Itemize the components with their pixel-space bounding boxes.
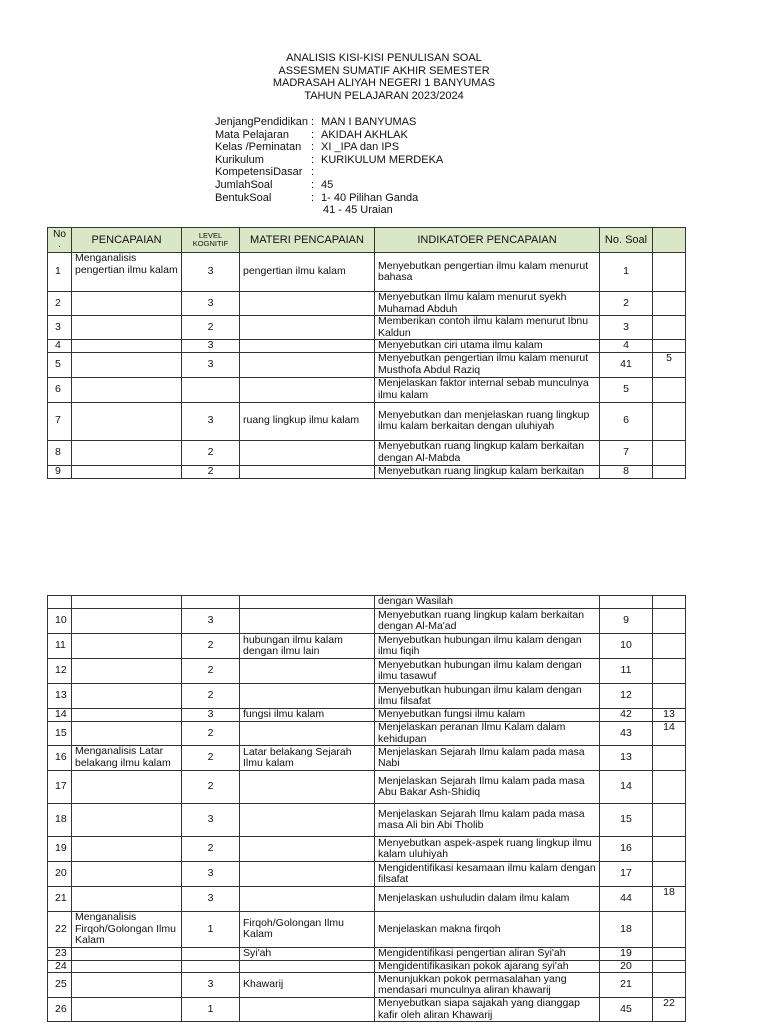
level-cell: 3	[182, 609, 240, 634]
row-number: 8	[48, 440, 72, 465]
extra-cell	[653, 596, 686, 609]
materi-cell	[240, 659, 375, 684]
table-header-row	[48, 228, 686, 253]
materi-cell: Latar belakang Sejarah Ilmu kalam	[240, 746, 375, 771]
pencapaian-cell	[72, 960, 182, 973]
extra-cell	[653, 659, 686, 684]
level-cell	[182, 596, 240, 609]
soal-number-cell: 3	[600, 316, 653, 340]
table-row	[48, 771, 686, 804]
pencapaian-cell: Menganalisis Firqoh/Golongan Ilmu Kalam	[72, 912, 182, 948]
table-row	[48, 887, 686, 912]
level-cell: 3	[182, 340, 240, 353]
title-line-1: ANALISIS KISI-KISI PENULISAN SOAL	[286, 52, 482, 64]
row-number: 9	[48, 465, 72, 478]
table-row	[48, 253, 686, 292]
meta-bentuk	[215, 192, 443, 205]
meta-value: MAN I BANYUMAS	[321, 116, 417, 128]
level-cell: 3	[182, 402, 240, 440]
row-number: 1	[48, 253, 72, 292]
table-row	[48, 912, 686, 948]
soal-number-cell: 1	[600, 253, 653, 292]
pencapaian-cell	[72, 887, 182, 912]
meta-label: Kelas /Peminatan	[215, 141, 302, 154]
pencapaian-cell: Menganalisis Latar belakang ilmu kalam	[72, 746, 182, 771]
materi-cell	[240, 340, 375, 353]
extra-cell	[653, 771, 686, 804]
table-row	[48, 609, 686, 634]
soal-number-cell: 5	[600, 377, 653, 402]
level-cell	[182, 960, 240, 973]
soal-number-cell: 14	[600, 771, 653, 804]
pencapaian-cell	[72, 377, 182, 402]
materi-cell	[240, 316, 375, 340]
indikator-cell: Menjelaskan faktor internal sebab munculnya ilmu kalam	[375, 377, 600, 402]
extra-cell	[653, 947, 686, 960]
extra-cell	[653, 340, 686, 353]
meta-label: JenjangPendidikan	[215, 116, 308, 128]
pencapaian-cell	[72, 837, 182, 862]
table-row	[48, 596, 686, 609]
table-row	[48, 746, 686, 771]
materi-cell	[240, 377, 375, 402]
row-number: 7	[48, 402, 72, 440]
title-line-3: MADRASAH ALIYAH NEGERI 1 BANYUMAS	[272, 77, 496, 89]
indikator-cell: Mengidentifikasi pengertian aliran Syi'ah	[375, 947, 600, 960]
level-cell: 2	[182, 634, 240, 659]
materi-cell: Syi'ah	[240, 947, 375, 960]
soal-number-cell: 8	[600, 465, 653, 478]
level-cell: 2	[182, 465, 240, 478]
soal-number-cell: 9	[600, 609, 653, 634]
row-number: 2	[48, 292, 72, 316]
materi-cell	[240, 684, 375, 709]
row-number: 25	[48, 973, 72, 998]
table-row	[48, 292, 686, 316]
materi-cell	[240, 292, 375, 316]
soal-number-cell: 2	[600, 292, 653, 316]
row-number	[48, 596, 72, 609]
soal-number-cell: 18	[600, 912, 653, 948]
row-number: 11	[48, 634, 72, 659]
col-header-level: LEVEL KOGNITIF	[182, 228, 240, 253]
table-row	[48, 402, 686, 440]
level-cell: 3	[182, 973, 240, 998]
meta-value: 1- 40 Pilihan Ganda	[321, 191, 419, 204]
pencapaian-cell	[72, 862, 182, 887]
pencapaian-cell	[72, 659, 182, 684]
soal-number-cell: 7	[600, 440, 653, 465]
extra-cell	[653, 465, 686, 478]
materi-cell	[240, 440, 375, 465]
col-header-no: No .	[48, 228, 72, 253]
pencapaian-cell	[72, 722, 182, 746]
table-row	[48, 440, 686, 465]
col-header-pencapaian: PENCAPAIAN	[72, 228, 182, 253]
extra-cell	[653, 292, 686, 316]
table-row	[48, 862, 686, 887]
row-number: 12	[48, 659, 72, 684]
pencapaian-cell	[72, 684, 182, 709]
meta-colon: :	[311, 116, 315, 128]
row-number: 24	[48, 960, 72, 973]
materi-cell	[240, 887, 375, 912]
row-number: 23	[48, 947, 72, 960]
level-cell: 2	[182, 440, 240, 465]
meta-mapel	[215, 129, 443, 142]
soal-number-cell	[600, 596, 653, 609]
pencapaian-cell: Menganalisis pengertian ilmu kalam	[72, 253, 182, 292]
level-cell: 2	[182, 746, 240, 771]
pencapaian-cell	[72, 709, 182, 722]
pencapaian-cell	[72, 316, 182, 340]
materi-cell	[240, 837, 375, 862]
level-cell: 3	[182, 352, 240, 377]
soal-number-cell: 17	[600, 862, 653, 887]
soal-number-cell: 11	[600, 659, 653, 684]
extra-cell	[653, 804, 686, 837]
soal-number-cell: 41	[600, 352, 653, 377]
extra-cell: 14	[653, 722, 686, 746]
extra-cell	[653, 973, 686, 998]
level-cell: 1	[182, 998, 240, 1022]
materi-cell: fungsi ilmu kalam	[240, 709, 375, 722]
soal-number-cell: 42	[600, 709, 653, 722]
soal-number-cell: 44	[600, 887, 653, 912]
meta-label: BentukSoal	[215, 191, 272, 204]
materi-cell	[240, 998, 375, 1022]
indikator-cell: Mengidentifikasi kesamaan ilmu kalam dengan filsafat	[375, 862, 600, 887]
meta-colon: :	[311, 141, 315, 154]
indikator-cell: Menjelaskan ushuludin dalam ilmu kalam	[375, 887, 600, 912]
row-number: 21	[48, 887, 72, 912]
extra-cell: 13	[653, 709, 686, 722]
meta-kurikulum	[215, 154, 443, 167]
soal-number-cell: 10	[600, 634, 653, 659]
indikator-cell: Memberikan contoh ilmu kalam menurut Ibnu Kaldun	[375, 316, 600, 340]
indikator-cell: Menyebutkan pengertian ilmu kalam menurut Musthofa Abdul Raziq	[375, 352, 600, 377]
table-row	[48, 709, 686, 722]
soal-number-cell: 43	[600, 722, 653, 746]
table-row	[48, 316, 686, 340]
soal-number-cell: 13	[600, 746, 653, 771]
level-cell: 1	[182, 912, 240, 948]
row-number: 22	[48, 912, 72, 948]
meta-kd	[215, 166, 443, 179]
materi-cell: ruang lingkup ilmu kalam	[240, 402, 375, 440]
indikator-cell: Menyebutkan hubungan ilmu kalam dengan ilmu filsafat	[375, 684, 600, 709]
meta-jenjang	[215, 116, 443, 129]
materi-cell: Firqoh/Golongan Ilmu Kalam	[240, 912, 375, 948]
meta-bentuk-2	[215, 204, 443, 217]
col-header-extra	[653, 228, 686, 253]
extra-cell	[653, 402, 686, 440]
soal-number-cell: 15	[600, 804, 653, 837]
table-row	[48, 340, 686, 353]
row-number: 18	[48, 804, 72, 837]
table-row	[48, 973, 686, 998]
indikator-cell: Menjelaskan makna firqoh	[375, 912, 600, 948]
level-cell: 2	[182, 722, 240, 746]
meta-colon: :	[311, 178, 315, 191]
extra-cell	[653, 837, 686, 862]
meta-label: JumlahSoal	[215, 178, 273, 191]
meta-label: Kurikulum	[215, 153, 264, 166]
level-cell: 2	[182, 316, 240, 340]
indikator-cell: Menunjukkan pokok permasalahan yang mendasari munculnya aliran khawarij	[375, 973, 600, 998]
title-line-2: ASSESMEN SUMATIF AKHIR SEMESTER	[278, 64, 490, 77]
row-number: 26	[48, 998, 72, 1022]
col-header-materi: MATERI PENCAPAIAN	[240, 228, 375, 253]
extra-cell	[653, 912, 686, 948]
indikator-cell: Menyebutkan hubungan ilmu kalam dengan ilmu fiqih	[375, 634, 600, 659]
soal-number-cell: 20	[600, 960, 653, 973]
extra-cell	[653, 960, 686, 973]
level-cell: 3	[182, 709, 240, 722]
extra-cell	[653, 316, 686, 340]
indikator-cell: Menyebutkan pengertian ilmu kalam menurut bahasa	[375, 253, 600, 292]
meta-jumlah	[215, 179, 443, 192]
row-number: 15	[48, 722, 72, 746]
meta-colon: :	[311, 128, 315, 141]
indikator-cell: Menyebutkan siapa sajakah yang dianggap kafir oleh aliran Khawarij	[375, 998, 600, 1022]
table-row	[48, 998, 686, 1022]
materi-cell: Khawarij	[240, 973, 375, 998]
materi-cell	[240, 960, 375, 973]
indikator-cell: Menyebutkan ruang lingkup kalam berkaitan	[375, 465, 600, 478]
table-row	[48, 659, 686, 684]
level-cell: 3	[182, 804, 240, 837]
table-row	[48, 684, 686, 709]
extra-cell	[653, 684, 686, 709]
indikator-cell: dengan Wasilah	[375, 596, 600, 609]
level-cell: 3	[182, 292, 240, 316]
document-title	[0, 52, 768, 102]
pencapaian-cell	[72, 973, 182, 998]
extra-cell	[653, 440, 686, 465]
pencapaian-cell	[72, 440, 182, 465]
level-cell: 3	[182, 862, 240, 887]
indikator-cell: Menjelaskan Sejarah Ilmu kalam pada masa Abu Bakar Ash-Shidiq	[375, 771, 600, 804]
pencapaian-cell	[72, 804, 182, 837]
row-number: 13	[48, 684, 72, 709]
pencapaian-cell	[72, 402, 182, 440]
level-cell: 2	[182, 837, 240, 862]
indikator-cell: Menyebutkan aspek-aspek ruang lingkup ilmu kalam uluhiyah	[375, 837, 600, 862]
meta-value: AKIDAH AKHLAK	[321, 128, 408, 141]
materi-cell: pengertian ilmu kalam	[240, 253, 375, 292]
soal-number-cell: 19	[600, 947, 653, 960]
soal-number-cell: 16	[600, 837, 653, 862]
pencapaian-cell	[72, 771, 182, 804]
materi-cell	[240, 352, 375, 377]
meta-colon: :	[311, 153, 315, 166]
pencapaian-cell	[72, 352, 182, 377]
level-cell: 2	[182, 684, 240, 709]
pencapaian-cell	[72, 947, 182, 960]
indikator-cell: Menyebutkan hubungan ilmu kalam dengan ilmu tasawuf	[375, 659, 600, 684]
pencapaian-cell	[72, 292, 182, 316]
row-number: 5	[48, 352, 72, 377]
soal-number-cell: 4	[600, 340, 653, 353]
kisi-kisi-table-page-2	[47, 595, 686, 1022]
indikator-cell: Menjelaskan Sejarah Ilmu kalam pada masa masa Ali bin Abi Tholib	[375, 804, 600, 837]
table-row	[48, 837, 686, 862]
row-number: 16	[48, 746, 72, 771]
indikator-cell: Menyebutkan ruang lingkup kalam berkaitan dengan Al-Ma'ad	[375, 609, 600, 634]
row-number: 4	[48, 340, 72, 353]
table-row	[48, 947, 686, 960]
indikator-cell: Menyebutkan fungsi ilmu kalam	[375, 709, 600, 722]
soal-number-cell: 21	[600, 973, 653, 998]
meta-label: Mata Pelajaran	[215, 128, 289, 141]
materi-cell	[240, 862, 375, 887]
materi-cell	[240, 596, 375, 609]
pencapaian-cell	[72, 609, 182, 634]
extra-cell	[653, 862, 686, 887]
pencapaian-cell	[72, 634, 182, 659]
table-row	[48, 465, 686, 478]
extra-cell	[653, 634, 686, 659]
indikator-cell: Mengidentifikasikan pokok ajarang syi'ah	[375, 960, 600, 973]
row-number: 3	[48, 316, 72, 340]
table-row	[48, 377, 686, 402]
indikator-cell: Menyebutkan dan menjelaskan ruang lingkup ilmu kalam berkaitan dengan uluhiyah	[375, 402, 600, 440]
meta-colon: :	[311, 166, 315, 179]
level-cell	[182, 377, 240, 402]
extra-cell: 5	[653, 352, 686, 377]
row-number: 6	[48, 377, 72, 402]
extra-cell: 22	[653, 998, 686, 1022]
row-number: 17	[48, 771, 72, 804]
meta-label: KompetensiDasar	[215, 166, 303, 179]
level-cell: 3	[182, 887, 240, 912]
level-cell: 2	[182, 771, 240, 804]
table-row	[48, 804, 686, 837]
indikator-cell: Menjelaskan Sejarah Ilmu kalam pada masa Nabi	[375, 746, 600, 771]
col-header-soal: No. Soal	[600, 228, 653, 253]
extra-cell: 18	[653, 887, 686, 912]
pencapaian-cell	[72, 596, 182, 609]
table-row	[48, 722, 686, 746]
meta-value: 45	[321, 178, 334, 191]
extra-cell	[653, 377, 686, 402]
kisi-kisi-table-page-1	[47, 227, 686, 479]
row-number: 20	[48, 862, 72, 887]
extra-cell	[653, 746, 686, 771]
meta-value: KURIKULUM MERDEKA	[321, 153, 444, 166]
soal-number-cell: 45	[600, 998, 653, 1022]
pencapaian-cell	[72, 340, 182, 353]
soal-number-cell: 6	[600, 402, 653, 440]
col-header-indikator: INDIKATOER PENCAPAIAN	[375, 228, 600, 253]
pencapaian-cell	[72, 465, 182, 478]
meta-value: XI _IPA dan IPS	[321, 141, 400, 154]
soal-number-cell: 12	[600, 684, 653, 709]
row-number: 10	[48, 609, 72, 634]
pencapaian-cell	[72, 998, 182, 1022]
level-cell: 2	[182, 659, 240, 684]
materi-cell	[240, 609, 375, 634]
indikator-cell: Menyebutkan Ilmu kalam menurut syekh Muhamad Abduh	[375, 292, 600, 316]
indikator-cell: Menyebutkan ciri utama ilmu kalam	[375, 340, 600, 353]
extra-cell	[653, 609, 686, 634]
table-row	[48, 634, 686, 659]
level-cell	[182, 947, 240, 960]
meta-kelas	[215, 141, 443, 154]
materi-cell	[240, 722, 375, 746]
materi-cell	[240, 804, 375, 837]
title-line-4: TAHUN PELAJARAN 2023/2024	[304, 89, 464, 102]
table-row	[48, 960, 686, 973]
row-number: 19	[48, 837, 72, 862]
meta-colon: :	[311, 191, 315, 204]
materi-cell: hubungan ilmu kalam dengan ilmu lain	[240, 634, 375, 659]
extra-cell	[653, 253, 686, 292]
indikator-cell: Menjelaskan peranan Ilmu Kalam dalam kehidupan	[375, 722, 600, 746]
materi-cell	[240, 465, 375, 478]
document-meta	[215, 116, 443, 217]
indikator-cell: Menyebutkan ruang lingkup kalam berkaitan dengan Al-Mabda	[375, 440, 600, 465]
table-row	[48, 352, 686, 377]
meta-value: 41 - 45 Uraian	[323, 204, 393, 217]
materi-cell	[240, 771, 375, 804]
row-number: 14	[48, 709, 72, 722]
level-cell: 3	[182, 253, 240, 292]
